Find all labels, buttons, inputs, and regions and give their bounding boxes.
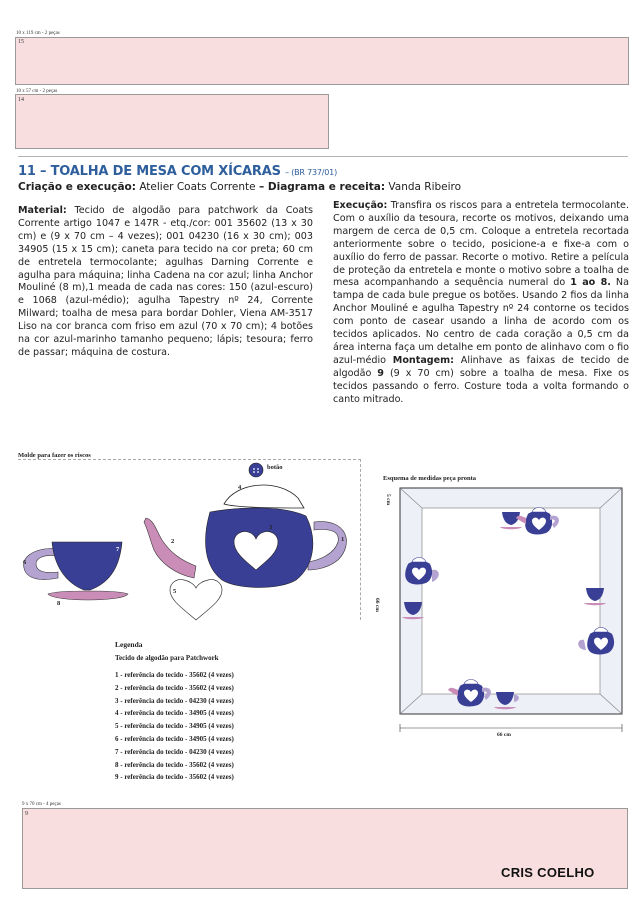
credits-value: Atelier Coats Corrente: [139, 181, 256, 193]
piece-7-cup: [52, 542, 122, 590]
credits-label: – Diagrama e receita:: [258, 181, 386, 193]
legend-item: 3 - referência do tecido - 04230 (4 vezes): [115, 696, 234, 705]
piece-number-2: 2: [171, 538, 175, 545]
frame-inner: [422, 508, 600, 694]
legend-title: Legenda: [115, 640, 143, 649]
execucao-paragraph: [333, 200, 629, 407]
dim-66cm-bottom: 66 cm: [497, 732, 511, 738]
piece-4-lid: [224, 485, 304, 508]
execucao-text: Na tampa de cada bule pregue os botões. Usando 2 fios da linha Anchor Mouliné e agulha Tapestry nº 24 contorne os tecidos com ponto de casear usando a linha de acordo com os tecidos aplicados. No centro de cada coração a 0,5 cm da área interna faça um detalhe em ponto de alinhavo com o fio azul-médio: [333, 277, 629, 366]
credits-label: Criação e execução:: [18, 181, 136, 193]
sequence-range: 1 ao 8.: [570, 277, 611, 289]
strip-second: [15, 94, 329, 149]
credits-value: Vanda Ribeiro: [388, 181, 462, 193]
botao-hole: [253, 471, 255, 473]
legend-item: 5 - referência do tecido - 34905 (4 vezes): [115, 722, 234, 731]
montagem-label: Montagem:: [392, 354, 455, 366]
molde-area: [18, 459, 361, 620]
material-text: Tecido de algodão para patchwork da Coats Corrente artigo 1047 e 147R - etq./cor: 001 35602 (13 x 30 cm) e (9 x 70 cm – 4 vezes); 001 04230 (16 x 30 cm); 003 34905 (15 x 15 cm); caneta para tecido na cor preta; 60 cm de entretela termocolante; agulhas Darning Corrente e agulha para máquina; linha Cadena na cor azul; linha Anchor Mouliné (8 m),1 meada de cada nas cores: 150 (azul-escuro) e 1068 (azul-médio); agulha Tapestry nº 24, Corrente Milward; toalha de mesa para bordar Dohler, Viena AM-3517 Liso na cor branca com friso em azul (70 x 70 cm); 4 botões na cor azul-marinho tamanho pequeno; lápis; tesoura; ferro de passar; máquina de costura.: [18, 205, 313, 358]
piece-number-5: 5: [173, 588, 177, 595]
piece-number-6: 6: [23, 559, 27, 566]
dim-66cm-side: 66 cm: [374, 598, 380, 612]
piece-2-spout: [144, 518, 196, 578]
execucao-label: Execução:: [333, 200, 388, 211]
strip-number: 14: [18, 97, 24, 103]
title-text: 11 – TOALHA DE MESA COM XÍCARAS: [18, 164, 281, 179]
tablecloth-drawing: [392, 480, 624, 737]
botao-hole: [257, 471, 259, 473]
material-paragraph: [18, 205, 313, 360]
separator: [18, 156, 628, 157]
strip-reference: 9: [377, 367, 384, 379]
esquema-caption: Esquema de medidas peça pronta: [383, 475, 477, 482]
botao-hole: [257, 468, 259, 470]
strip-caption-second: 10 x 57 cm - 2 peças: [16, 89, 58, 94]
molde-pattern: [18, 460, 360, 625]
strip-number: 15: [18, 39, 24, 45]
botao-hole: [253, 468, 255, 470]
credits: [18, 181, 461, 193]
page-title: [18, 164, 337, 179]
material-label: Material:: [18, 205, 67, 216]
piece-1-handle: [308, 522, 346, 570]
legend-list: [115, 671, 234, 786]
legend-item: 4 - referência do tecido - 34905 (4 vezes): [115, 709, 234, 718]
legend-item: 6 - referência do tecido - 34905 (4 vezes): [115, 734, 234, 743]
strip-top: [15, 37, 629, 85]
esquema-diagram: [374, 480, 624, 738]
piece-number-7: 7: [116, 546, 120, 553]
piece-number-4: 4: [238, 484, 242, 491]
piece-6-handle: [24, 548, 58, 580]
legend-subtitle: Tecido de algodão para Patchwork: [115, 654, 219, 662]
strip-caption-top: 10 x 119 cm - 2 peças: [16, 31, 60, 36]
legend-item: 7 - referência do tecido - 04230 (4 vezes): [115, 747, 234, 756]
botao-circle: [249, 463, 263, 477]
piece-8-saucer: [48, 591, 128, 600]
strip-bottom: [22, 808, 628, 889]
legend-item: 9 - referência do tecido - 35602 (4 vezes): [115, 773, 234, 782]
title-reference: – (BR 737/01): [285, 168, 337, 177]
legend-item: 1 - referência do tecido - 35602 (4 vezes): [115, 671, 234, 679]
molde-caption: Molde para fazer os riscos: [18, 452, 91, 459]
piece-number-1: 1: [341, 536, 345, 543]
legend-item: 8 - referência do tecido - 35602 (4 vezes): [115, 760, 234, 769]
piece-number-3: 3: [269, 524, 273, 531]
signature: CRIS COELHO: [501, 865, 595, 880]
botao-label: botão: [267, 464, 283, 471]
execucao-text: (9 x 70 cm) sobre a toalha de mesa. Fixe os tecidos passando o ferro. Costure toda a volta formando o canto mitrado.: [333, 367, 629, 405]
strip-caption-bottom: 9 x 70 cm - 4 peças: [22, 802, 61, 807]
piece-5-heart: [170, 579, 222, 620]
execucao-text: Transfira os riscos para a entretela termocolante. Com o auxílio da tesoura, recorte os motivos, deixando uma margem de cerca de 0,5 cm. Coloque a entretela recortada anteriormente sobre o tecido, posicione-a e fixe-a com o auxílio do ferro de passar. Recorte o motivo. Retire a película de proteção da entretela e monte o motivo sobre a toalha de mesa acompanhando a sequência numeral do: [333, 200, 629, 289]
strip-number: 9: [25, 811, 28, 817]
dim-5cm: 5 cm: [385, 494, 391, 506]
execucao-text: Alinhave as faixas de tecido de algodão: [333, 354, 629, 379]
legend-item: 2 - referência do tecido - 35602 (4 vezes): [115, 683, 234, 692]
legend: [115, 640, 234, 786]
piece-number-8: 8: [57, 600, 61, 607]
